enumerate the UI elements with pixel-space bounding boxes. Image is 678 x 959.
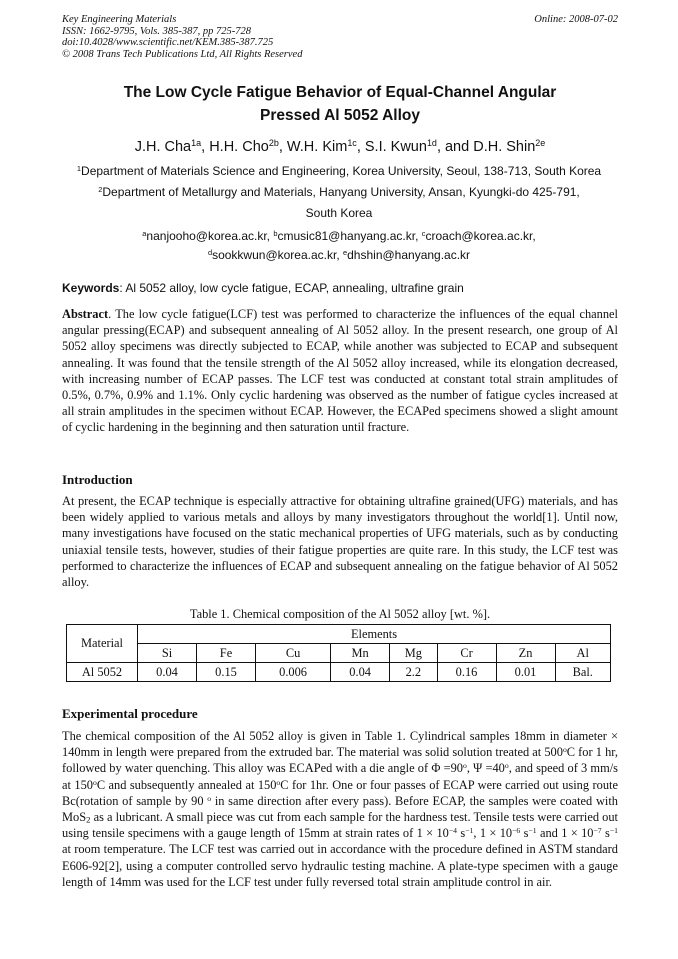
composition-table: [66, 624, 611, 682]
experimental-text: [62, 728, 618, 890]
element-header: Al: [555, 644, 610, 663]
exponent: −1: [465, 826, 474, 835]
material-cell: Al 5052: [67, 663, 138, 682]
introduction-heading: Introduction: [62, 472, 133, 487]
introduction-text: At present, the ECAP technique is especially attractive for obtaining ultrafine grained(UFG) materials, and has been widely applied to various metals and alloys by many investigators throughout the world[1]. Until now, many investigations have focused on the static mechanical properties of UFG materials, such as by conducting uniaxial tensile tests, however, studies of their fatigue properties are quite rare. In this study, the LCF test was performed to characterize the influences of ECAP and subsequent annealing on the fatigue behavior of Al 5052 alloy.: [62, 494, 618, 590]
table-caption: Table 1. Chemical composition of the Al 5052 alloy [wt. %].: [189, 607, 491, 621]
degree-mark: o: [504, 761, 509, 771]
text-run: , and speed of 3 mm/s at 150: [62, 761, 618, 792]
title-line-1: The Low Cycle Fatigue Behavior of Equal-Channel Angular: [123, 84, 557, 101]
element-header: Mn: [331, 644, 390, 663]
value-cell: 0.006: [256, 663, 331, 682]
title-line-2: Pressed Al 5052 Alloy: [260, 107, 420, 124]
copyright-line: © 2008 Trans Tech Publications Ltd, All Rights Reserved: [62, 48, 303, 60]
paper-title: [62, 81, 618, 127]
abstract-text: . The low cycle fatigue(LCF) test was performed to characterize the influences of the equal channel angular pressing(ECAP) and subsequent annealing of Al 5052 alloy. In the present research, one group of Al 5052 alloy specimens was directly subjected to ECAP, while another was subjected to ECAP and subsequent annealing. It was found that the tensile strength of the Al 5052 alloy increased, while its elongation decreased, with increasing number of ECAP passes. The LCF test was conducted at constant total strain amplitudes of 0.5%, 0.7%, 0.9% and 1.1%. Only cyclic hardening was observed as the number of fatigue cycles increased at all strain amplitudes in the specimen without ECAP. However, the ECAPed specimens showed a slight amount of cyclic hardening in the beginning and then saturation until fracture.: [62, 307, 618, 435]
affiliation-text: South Korea: [305, 206, 373, 220]
issn-line: ISSN: 1662-9795, Vols. 385-387, pp 725-728: [62, 25, 251, 37]
email-link[interactable]: sookkwun@korea.ac.kr,: [212, 248, 343, 262]
value-cell: 0.04: [331, 663, 390, 682]
text-run: Φ =90: [431, 761, 463, 776]
affiliation-1: [40, 161, 638, 182]
email-link[interactable]: nanjooho@korea.ac.kr,: [146, 229, 274, 243]
exponent: −4: [448, 826, 458, 835]
value-cell: Bal.: [555, 663, 610, 682]
keywords-label: Keywords: [62, 281, 120, 295]
abstract-label: Abstract: [62, 307, 109, 321]
keywords: [62, 281, 618, 296]
element-header: Mg: [390, 644, 437, 663]
text-run: at room temperature. The LCF test was carried out in accordance with the procedure defined in ASTM standard E606-92[2], using a computer controlled servo hydraulic testing machine. A plate-type specimen with a gauge length of 14mm was used for the LCF test under fully reversed total strain amplitude control in air.: [62, 842, 618, 889]
exponent: −7: [593, 826, 602, 835]
author-name: D.H. Shin: [473, 139, 536, 155]
author-separator: ,: [356, 139, 365, 155]
degree-mark: o: [462, 761, 467, 771]
exponent: −6: [512, 826, 521, 835]
affiliation-2-continued: [40, 203, 638, 224]
text-run: in same direction after every pass). Before ECAP, the samples were coated with MoS: [62, 793, 618, 825]
text-run: C and subsequently annealed at 150: [96, 777, 277, 792]
value-cell: 2.2: [390, 663, 437, 682]
journal-name: Key Engineering Materials: [62, 14, 177, 25]
abstract: [62, 306, 618, 436]
value-cell: 0.16: [437, 663, 496, 682]
author-list: [62, 137, 618, 157]
subscript: 2: [86, 814, 91, 825]
author-separator: ,: [201, 139, 210, 155]
email-mark: d: [207, 247, 213, 257]
email-mark: a: [142, 228, 147, 238]
exponent: −1: [528, 826, 537, 835]
online-date: Online: 2008-07-02: [534, 14, 618, 25]
element-header: Cr: [437, 644, 496, 663]
doi-line: doi:10.4028/www.scientific.net/KEM.385-387.725: [62, 37, 274, 49]
exponent: −1: [609, 826, 618, 835]
value-cell: 0.15: [197, 663, 256, 682]
element-header: Fe: [197, 644, 256, 663]
author-name: W.H. Kim: [286, 139, 348, 155]
table-header-row: [67, 625, 611, 644]
text-run: C for 1hr. One or four passes of ECAP were carried out using route Bc(rotation of sample by 90: [62, 777, 618, 808]
text-run: C for 1 hr, followed by water quenching. This alloy was ECAPed with a die angle of: [62, 745, 619, 776]
table-element-row: [67, 644, 611, 663]
author-separator: , and: [436, 139, 474, 155]
author-name: S.I. Kwun: [364, 139, 427, 155]
table-row: [67, 663, 611, 682]
affiliation-text: Department of Materials Science and Engineering, Korea University, Seoul, 138-713, South Korea: [81, 164, 602, 178]
journal-header: [62, 14, 618, 60]
author-affiliation-mark: 1c: [347, 138, 357, 149]
element-header: Cu: [256, 644, 331, 663]
text-run: as a lubricant. A small piece was cut from each sample for the hardness test. Tensile tests were carried out using tensile specimens with a gauge length of 15mm at strain rates of 1 × 10: [62, 810, 618, 841]
author-separator: ,: [278, 139, 287, 155]
email-mark: b: [273, 228, 278, 238]
author-affiliation-mark: 1d: [426, 138, 437, 149]
email-link[interactable]: dhshin@hanyang.ac.kr: [347, 248, 471, 262]
text-run: The chemical composition of the Al 5052 alloy is given in Table 1. Cylindrical samples 18mm in diameter × 140mm in length were prepared from the extruded bar. The material was solid solution treated at 500: [62, 729, 618, 760]
text-run: , 1 × 10: [473, 826, 513, 841]
email-link[interactable]: cmusic81@hanyang.ac.kr,: [277, 229, 422, 243]
author-affiliation-mark: 1a: [191, 138, 202, 149]
affiliation-2: [40, 182, 638, 203]
affiliation-mark: 2: [98, 184, 103, 194]
author-affiliation-mark: 2e: [535, 138, 546, 149]
element-header: Zn: [496, 644, 555, 663]
degree-mark: o: [207, 793, 212, 803]
value-cell: 0.01: [496, 663, 555, 682]
text-run: s: [601, 826, 610, 841]
degree-mark: o: [562, 744, 567, 754]
email-line-1: [40, 226, 638, 247]
degree-mark: o: [92, 777, 97, 787]
text-run: s: [457, 826, 466, 841]
author-name: H.H. Cho: [209, 139, 269, 155]
material-header: Material: [67, 625, 138, 663]
text-run: s: [520, 826, 529, 841]
email-link[interactable]: croach@korea.ac.kr,: [425, 229, 536, 243]
affiliation-text: Department of Metallurgy and Materials, Hanyang University, Ansan, Kyungki-do 425-791,: [102, 185, 580, 199]
keywords-text: : Al 5052 alloy, low cycle fatigue, ECAP, annealing, ultrafine grain: [119, 281, 464, 295]
experimental-heading: Experimental procedure: [62, 706, 198, 721]
text-run: and 1 × 10: [536, 826, 594, 841]
email-mark: c: [421, 228, 426, 238]
email-line-2: [40, 245, 638, 266]
value-cell: 0.04: [138, 663, 197, 682]
elements-header: Elements: [138, 625, 611, 644]
author-name: J.H. Cha: [134, 139, 192, 155]
email-mark: e: [342, 247, 348, 257]
affiliation-mark: 1: [76, 163, 82, 173]
degree-mark: o: [276, 777, 281, 787]
text-run: , Ψ =40: [466, 761, 505, 776]
element-header: Si: [138, 644, 197, 663]
author-affiliation-mark: 2b: [268, 138, 279, 149]
